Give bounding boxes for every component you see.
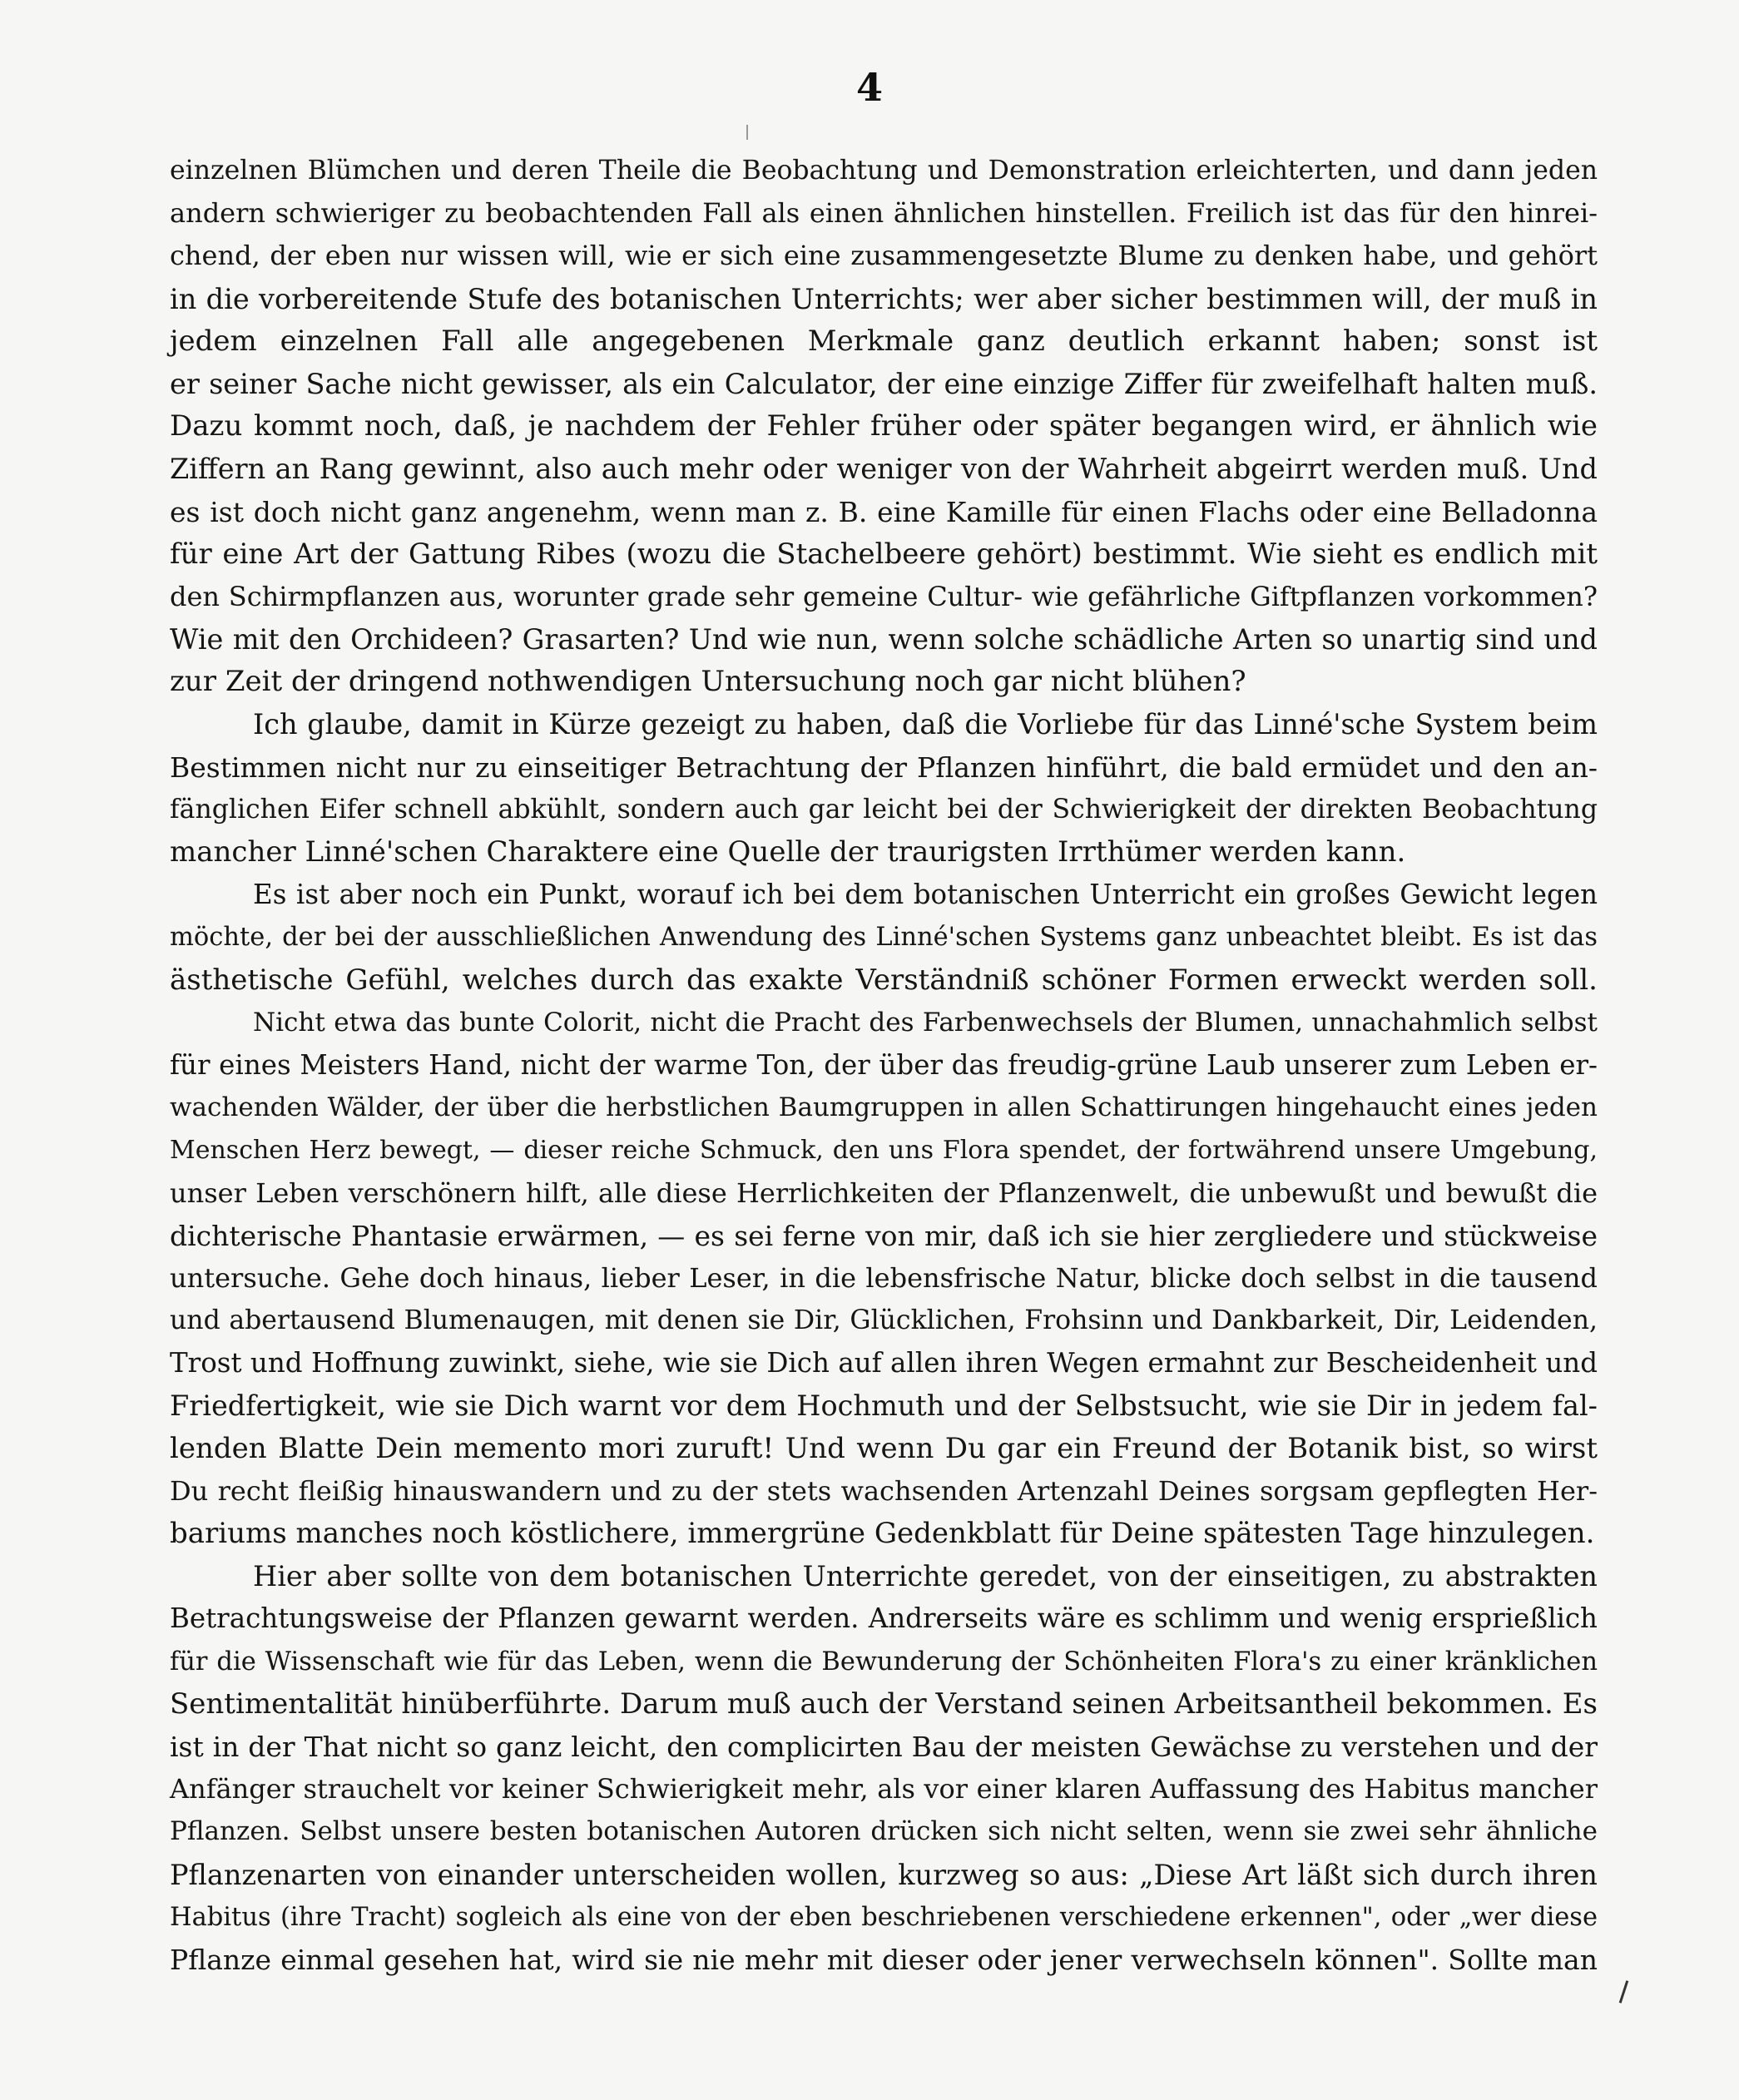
text-line: Es ist aber noch ein Punkt, worauf ich bei dem botanischen Unterricht ein großes Gewicht legen: [253, 879, 1598, 911]
text-line: unser Leben verschönern hilft, alle diese Herrlichkeiten der Pflanzenwelt, die unbewußt und bewußt die: [170, 1176, 1598, 1209]
text-line: Wie mit den Orchideen? Grasarten? Und wie nun, wenn solche schädliche Arten so unartig sind und: [170, 623, 1598, 656]
text-line: in die vorbereitende Stufe des botanischen Unterrichts; wer aber sicher bestimmen will, der muß in: [170, 282, 1598, 315]
text-line: einzelnen Blümchen und deren Theile die Beobachtung und Demonstration erleichterten, und dann jeden: [170, 156, 1598, 186]
text-line: für eines Meisters Hand, nicht der warme Ton, der über das freudig-grüne Laub unserer zum Leben er-: [170, 1048, 1598, 1081]
text-line: wachenden Wälder, der über die herbstlichen Baumgruppen in allen Schattirungen hingehaucht eines jeden: [170, 1092, 1598, 1123]
text-line: Habitus (ihre Tracht) sogleich als eine von der eben beschriebenen verschiedene erkennen", oder „wer diese: [170, 1902, 1598, 1932]
text-line: Sentimentalität hinüberführte. Darum muß auch der Verstand seinen Arbeitsantheil bekommen. Es: [170, 1686, 1598, 1721]
text-line: Ziffern an Rang gewinnt, also auch mehr oder weniger von der Wahrheit abgeirrt werden muß. Und: [170, 453, 1598, 486]
text-line: dichterische Phantasie erwärmen, — es sei ferne von mir, daß ich sie hier zergliedere und stückweise: [170, 1219, 1598, 1252]
text-line: bariums manches noch köstlichere, immergrüne Gedenkblatt für Deine spätesten Tage hinzulegen.: [170, 1517, 1595, 1550]
page-number: 4: [855, 65, 883, 110]
text-line: Menschen Herz bewegt, — dieser reiche Schmuck, den uns Flora spendet, der fortwährend unsere Umgebung,: [170, 1136, 1598, 1166]
text-line: Trost und Hoffnung zuwinkt, siehe, wie sie Dich auf allen ihren Wegen ermahnt zur Bescheidenheit und: [170, 1347, 1598, 1379]
text-line: lenden Blatte Dein memento mori zuruft! Und wenn Du gar ein Freund der Botanik bist, so wirst: [170, 1431, 1598, 1465]
text-line: zur Zeit der dringend nothwendigen Untersuchung noch gar nicht blühen?: [170, 665, 1246, 699]
text-line: Ich glaube, damit in Kürze gezeigt zu haben, daß die Vorliebe für das Linné'sche System beim: [253, 708, 1598, 741]
text-line: es ist doch nicht ganz angenehm, wenn man z. B. eine Kamille für einen Flachs oder eine Belladonna: [170, 495, 1598, 528]
text-line: jedem einzelnen Fall alle angegebenen Merkmale ganz deutlich erkannt haben; sonst ist: [170, 324, 1598, 358]
text-line: fänglichen Eifer schnell abkühlt, sondern auch gar leicht bei der Schwierigkeit der direkten Beobachtung: [170, 794, 1598, 825]
scan-mark-top: [746, 125, 748, 140]
text-line: möchte, der bei der ausschließlichen Anwendung des Linné'schen Systems ganz unbeachtet bleibt. Es ist das: [170, 923, 1598, 953]
text-line: Bestimmen nicht nur zu einseitiger Betrachtung der Pflanzen hinführt, die bald ermüdet und den an-: [170, 750, 1598, 784]
text-line: chend, der eben nur wissen will, wie er sich eine zusammengesetzte Blume zu denken habe, und gehört: [170, 240, 1598, 272]
text-line: Pflanzenarten von einander unterscheiden wollen, kurzweg so aus: „Diese Art läßt sich durch ihren: [170, 1858, 1598, 1891]
text-line: für die Wissenschaft wie für das Leben, wenn die Bewunderung der Schönheiten Flora's zu einer kränklichen: [170, 1647, 1598, 1677]
text-line: den Schirmpflanzen aus, worunter grade sehr gemeine Cultur- wie gefährliche Giftpflanzen vorkommen?: [170, 580, 1598, 612]
text-line: mancher Linné'schen Charaktere eine Quelle der traurigsten Irrthümer werden kann.: [170, 835, 1406, 869]
text-line: Pflanze einmal gesehen hat, wird sie nie mehr mit dieser oder jener verwechseln können". Sollte man: [170, 1943, 1598, 1976]
text-line: Nicht etwa das bunte Colorit, nicht die Pracht des Farbenwechsels der Blumen, unnachahmlich selbst: [253, 1007, 1598, 1038]
text-line: Friedfertigkeit, wie sie Dich warnt vor dem Hochmuth und der Selbstsucht, wie sie Dir in jedem fal-: [170, 1389, 1598, 1423]
text-line: ästhetische Gefühl, welches durch das exakte Verständniß schöner Formen erweckt werden soll.: [170, 963, 1598, 997]
text-line: Du recht fleißig hinauswandern und zu der stets wachsenden Artenzahl Deines sorgsam gepflegten Her-: [170, 1474, 1598, 1507]
body-text: [170, 150, 1598, 1981]
text-line: Anfänger strauchelt vor keiner Schwierigkeit mehr, als vor einer klaren Auffassung des Habitus mancher: [170, 1773, 1598, 1805]
text-line: Dazu kommt noch, daß, je nachdem der Fehler früher oder später begangen wird, er ähnlich wie: [170, 409, 1598, 443]
text-line: für eine Art der Gattung Ribes (wozu die Stachelbeere gehört) bestimmt. Wie sieht es endlich mit: [170, 537, 1598, 571]
text-line: Pflanzen. Selbst unsere besten botanischen Autoren drücken sich nicht selten, wenn sie zwei sehr ähnliche: [170, 1816, 1598, 1847]
text-line: Betrachtungsweise der Pflanzen gewarnt werden. Andrerseits wäre es schlimm und wenig ersprießlich: [170, 1602, 1598, 1635]
text-line: er seiner Sache nicht gewisser, als ein Calculator, der eine einzige Ziffer für zweifelhaft halten muß.: [170, 367, 1598, 400]
text-line: und abertausend Blumenaugen, mit denen sie Dir, Glücklichen, Frohsinn und Dankbarkeit, Dir, Leidenden,: [170, 1305, 1598, 1336]
text-line: andern schwieriger zu beobachtenden Fall als einen ähnlichen hinstellen. Freilich ist das für den hinrei-: [170, 197, 1598, 230]
text-line: Hier aber sollte von dem botanischen Unterrichte geredet, von der einseitigen, zu abstrakten: [253, 1560, 1598, 1593]
scan-mark-bottom: [1619, 1980, 1629, 2003]
text-line: ist in der That nicht so ganz leicht, den complicirten Bau der meisten Gewächse zu verstehen und der: [170, 1730, 1598, 1763]
text-line: untersuche. Gehe doch hinaus, lieber Leser, in die lebensfrische Natur, blicke doch selbst in die tausend: [170, 1261, 1598, 1294]
